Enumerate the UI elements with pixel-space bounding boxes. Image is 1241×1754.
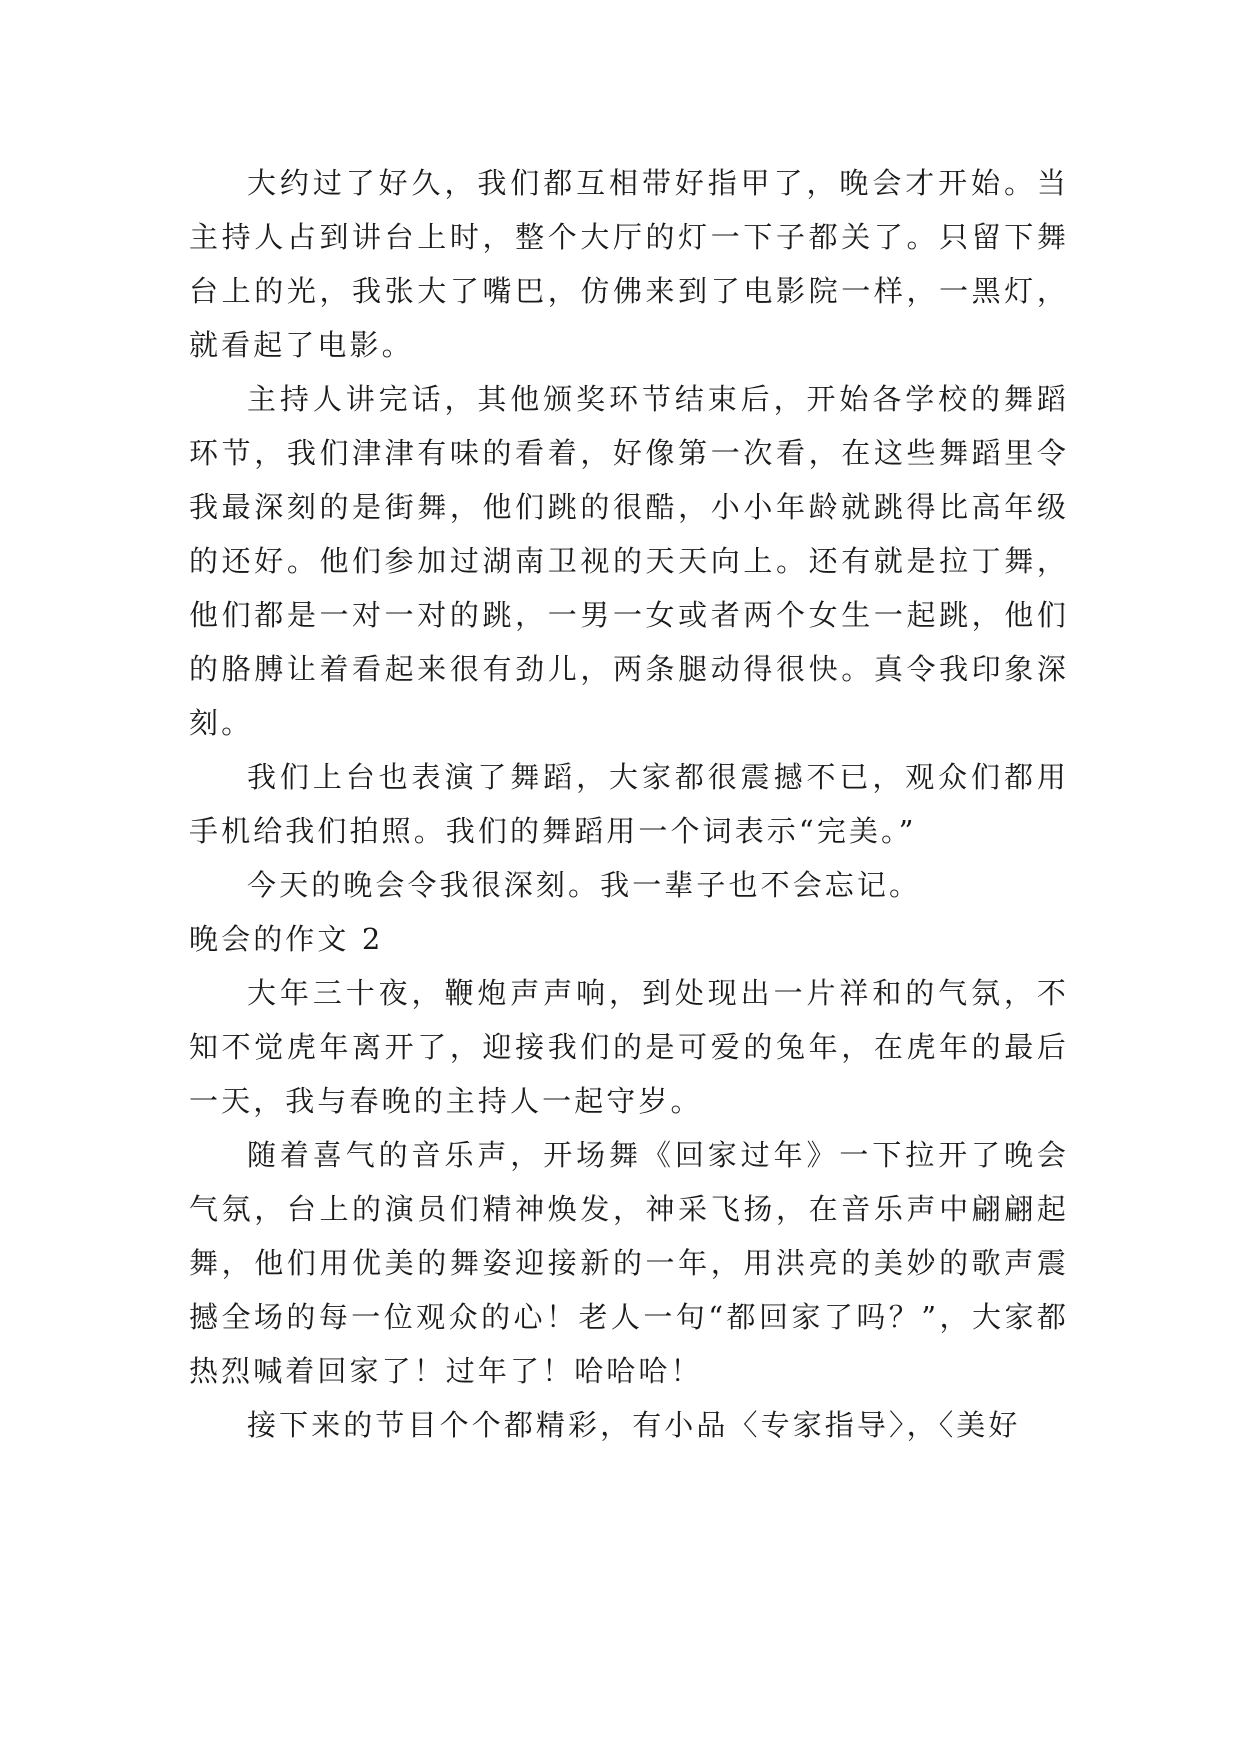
paragraph: 大年三十夜，鞭炮声声响，到处现出一片祥和的气氛，不知不觉虎年离开了，迎接我们的是可爱的兔年，在虎年的最后一天，我与春晚的主持人一起守岁。 — [189, 976, 1069, 1118]
paragraph: 我们上台也表演了舞蹈，大家都很震撼不已，观众们都用手机给我们拍照。我们的舞蹈用一个词表示“完美。” — [189, 760, 1069, 848]
paragraph: 今天的晚会令我很深刻。我一辈子也不会忘记。 — [247, 868, 922, 902]
document-body — [189, 156, 1069, 1452]
section-heading: 晚会的作文 2 — [189, 922, 384, 956]
paragraph: 随着喜气的音乐声，开场舞《回家过年》一下拉开了晚会气氛，台上的演员们精神焕发，神采飞扬，在音乐声中翩翩起舞，他们用优美的舞姿迎接新的一年，用洪亮的美妙的歌声震撼全场的每一位观众的心！老人一句“都回家了吗？”，大家都热烈喊着回家了！过年了！哈哈哈！ — [189, 1138, 1069, 1388]
paragraph: 大约过了好久，我们都互相带好指甲了，晚会才开始。当主持人占到讲台上时，整个大厅的灯一下子都关了。只留下舞台上的光，我张大了嘴巴，仿佛来到了电影院一样，一黑灯，就看起了电影。 — [189, 166, 1069, 362]
paragraph: 接下来的节目个个都精彩，有小品〈专家指导〉，〈美好 — [247, 1408, 1021, 1442]
paragraph: 主持人讲完话，其他颁奖环节结束后，开始各学校的舞蹈环节，我们津津有味的看着，好像第一次看，在这些舞蹈里令我最深刻的是街舞，他们跳的很酷，小小年龄就跳得比高年级的还好。他们参加过湖南卫视的天天向上。还有就是拉丁舞，他们都是一对一对的跳，一男一女或者两个女生一起跳，他们的胳膊让着看起来很有劲儿，两条腿动得很快。真令我印象深刻。 — [189, 382, 1069, 740]
